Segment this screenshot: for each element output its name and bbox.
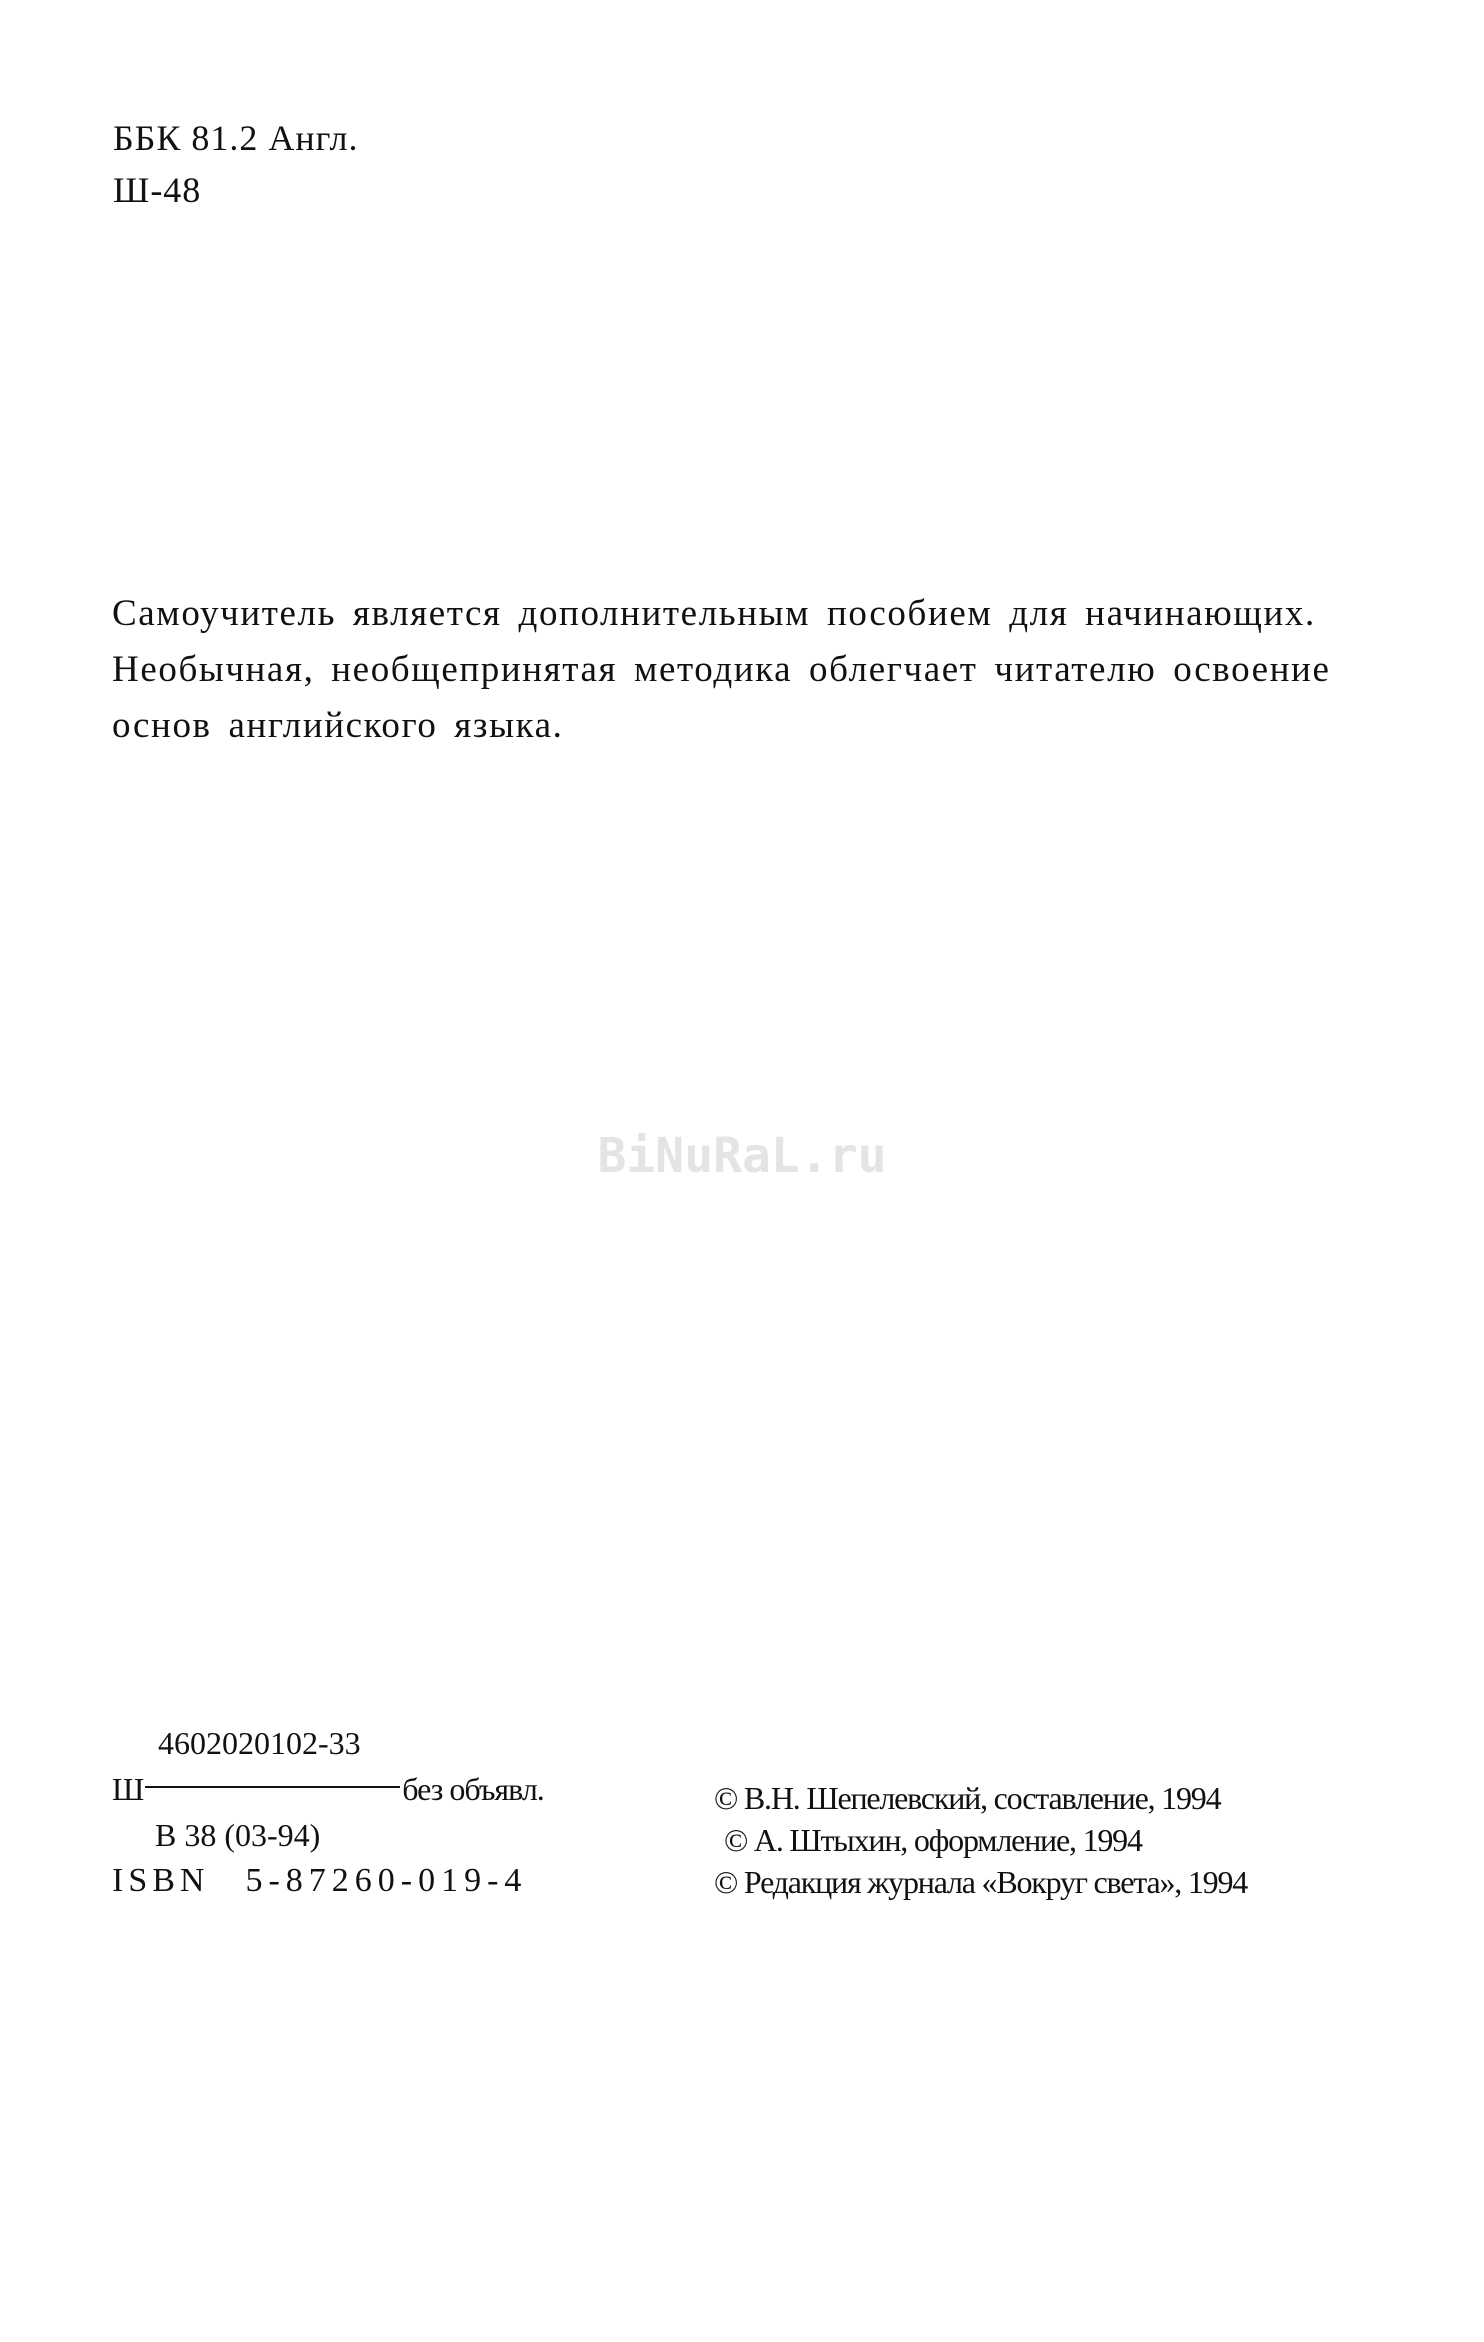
isbn-line	[112, 1858, 544, 1904]
classification-block	[113, 112, 359, 216]
publication-code-line	[112, 1766, 544, 1812]
annotation-text	[112, 586, 1331, 754]
isbn-label: ISBN	[112, 1862, 210, 1899]
isbn-number: 5-87260-019-4	[245, 1862, 528, 1899]
copyright-line: © Редакция журнала «Вокруг света», 1994	[714, 1864, 1248, 1900]
copyright-block	[714, 1777, 1247, 1903]
annotation-line: Самоучитель является дополнительным пособием для начинающих.	[112, 593, 1316, 634]
publication-code-prefix: Ш	[112, 1771, 144, 1807]
watermark: BiNuRaL.ru	[597, 1128, 887, 1184]
author-mark: Ш-48	[113, 170, 202, 210]
publication-code-bottom: В 38 (03-94)	[155, 1817, 321, 1853]
publication-code-block	[112, 1720, 544, 1904]
publication-code-top: 4602020102-33	[158, 1725, 361, 1761]
fraction-rule	[145, 1786, 400, 1788]
annotation-line: Необычная, необщепринятая методика облегчает читателю освоение	[112, 649, 1331, 690]
copyright-line: © А. Штыхин, оформление, 1994	[724, 1822, 1142, 1858]
bbk-code: ББК 81.2 Англ.	[113, 118, 359, 158]
copyright-line: © В.Н. Шепелевский, составление, 1994	[714, 1780, 1221, 1816]
annotation-line: основ английского языка.	[112, 705, 564, 746]
publication-code-suffix: без объявл.	[402, 1771, 544, 1807]
